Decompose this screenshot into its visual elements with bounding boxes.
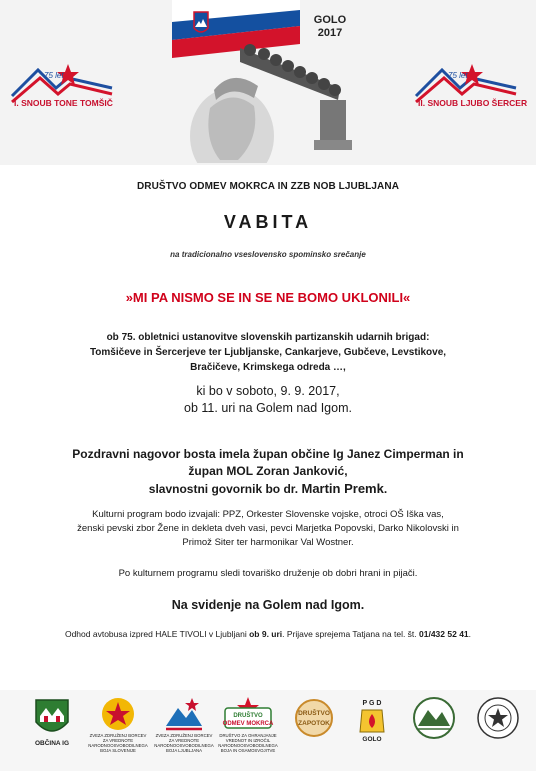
association-seal-icon (476, 696, 520, 740)
odmev-mokrca-logo-icon (221, 696, 275, 732)
bus-time: ob 9. uri (249, 629, 283, 639)
brigade-left-label: I. SNOUB TONE TOMŠIČ (14, 98, 113, 108)
sponsor-logo (88, 696, 148, 768)
contact-phone: 01/432 52 41 (419, 629, 469, 639)
date-time-place (0, 383, 536, 417)
odmev-badge-line-2: ODMEV MOKRCA (222, 721, 274, 727)
program-line: Primož Siter ter harmonikar Val Wostner. (182, 537, 354, 548)
brigade-logo-right-icon (412, 58, 522, 118)
brigade-right-label: II. SNOUB LJUBO ŠERCER (418, 98, 528, 108)
sponsor-logo (404, 696, 464, 768)
date-line: ki bo v soboto, 9. 9. 2017, (196, 384, 340, 398)
invitation-subtitle: na tradicionalno vseslovensko spominsko srečanje (170, 250, 366, 259)
speaker-prefix: slavnostni govornik bo dr. (148, 482, 302, 496)
sponsor-name: ZVEZA ZDRUŽENJ BORCEV ZA VREDNOTE NARODNOOSVOBODILNEGA BOJA LJUBLJANA (154, 733, 214, 753)
speaker-name: Martin Premk (301, 481, 384, 496)
odmev-badge-line-1: DRUŠTVO (233, 713, 263, 719)
sponsor-logo (218, 696, 278, 768)
header-banner (0, 0, 536, 165)
bus-text-2: . Prijave sprejema Tatjana na tel. št. (282, 629, 420, 639)
brigade-right-badge: 75 let (448, 71, 468, 80)
sponsor-name: ZVEZA ZDRUŽENJ BORCEV ZA VREDNOTE NARODNOOSVOBODILNEGA BOJA SLOVENIJE (88, 733, 148, 753)
brigade-logo-left-icon (8, 58, 118, 118)
event-place: GOLO (313, 14, 347, 26)
sponsor-name: GOLO (362, 736, 382, 743)
speech-line: Pozdravni nagovor bosta imela župan občine Ig Janez Cimperman in (72, 447, 464, 461)
sponsor-logo (284, 696, 344, 768)
sponsor-logo (154, 696, 214, 768)
motto: »MI PA NISMO SE IN SE NE BOMO UKLONILI« (125, 290, 411, 305)
keynote-line (0, 480, 536, 498)
mokrc-round-logo-icon (412, 696, 456, 740)
sponsor-logo (22, 696, 82, 768)
speech-line: župan MOL Zoran Janković, (188, 464, 348, 478)
intro-line: Tomšičeve in Šercerjeve ter Ljubljanske, Cankarjeve, Gubčeve, Levstikove, (89, 347, 447, 358)
sponsor-logo (468, 696, 528, 768)
mountain-logo-icon (164, 696, 204, 732)
sponsor-name: DRUŠTVO ZA OHRANJANJE VREDNOT IN IZROČIL NARODNOOSVOBODILNEGA BOJA IN OSAMOSVOJITVE (218, 733, 278, 753)
zapotok-seal-icon (294, 696, 334, 740)
partisan-monument-image (180, 28, 370, 163)
pgd-fire-brigade-icon (350, 696, 394, 736)
zapotok-badge-line-2: ZAPOTOK (298, 720, 330, 727)
municipality-coat-of-arms-icon (32, 696, 72, 740)
bus-text-3: . (468, 629, 472, 639)
bus-text-1: Odhod avtobusa izpred HALE TIVOLI v Ljubljani (64, 629, 250, 639)
social-gathering-note: Po kulturnem programu sledi tovariško druženje ob dobri hrani in pijači. (118, 568, 418, 579)
program-line: ženski pevski zbor Žene in dekleta dveh vasi, pevci Marjetka Popovski, Darko Nikolovski in (77, 523, 459, 534)
zapotok-badge-line-1: DRUŠTVO (298, 710, 330, 717)
event-year: 2017 (317, 27, 343, 39)
anniversary-text (0, 330, 536, 375)
intro-line: ob 75. obletnici ustanovitve slovenskih partizanskih udarnih brigad: (106, 332, 430, 343)
sponsor-logos (0, 690, 536, 771)
program-line: Kulturni program bodo izvajali: PPZ, Orkester Slovenske vojske, otroci OŠ Iška vas, (92, 509, 444, 520)
speaker-suffix: . (383, 482, 388, 496)
pgd-badge: P G D (362, 700, 382, 707)
cultural-program (0, 508, 536, 550)
bus-departure-info (0, 629, 536, 639)
star-sun-logo-icon (98, 696, 138, 732)
brigade-left-badge: 75 let (44, 71, 64, 80)
sponsor-logo (342, 696, 402, 768)
sponsor-name: OBČINA IG (34, 740, 70, 747)
time-place-line: ob 11. uri na Golem nad Igom. (184, 401, 352, 415)
speakers (0, 446, 536, 498)
invitation-title: VABITA (223, 212, 313, 232)
farewell-line: Na svidenje na Golem nad Igom. (171, 598, 365, 612)
intro-line: Bračičeve, Krimskega odreda …, (190, 362, 346, 373)
organizers: DRUŠTVO ODMEV MOKRCA IN ZZB NOB LJUBLJANA (136, 181, 400, 192)
